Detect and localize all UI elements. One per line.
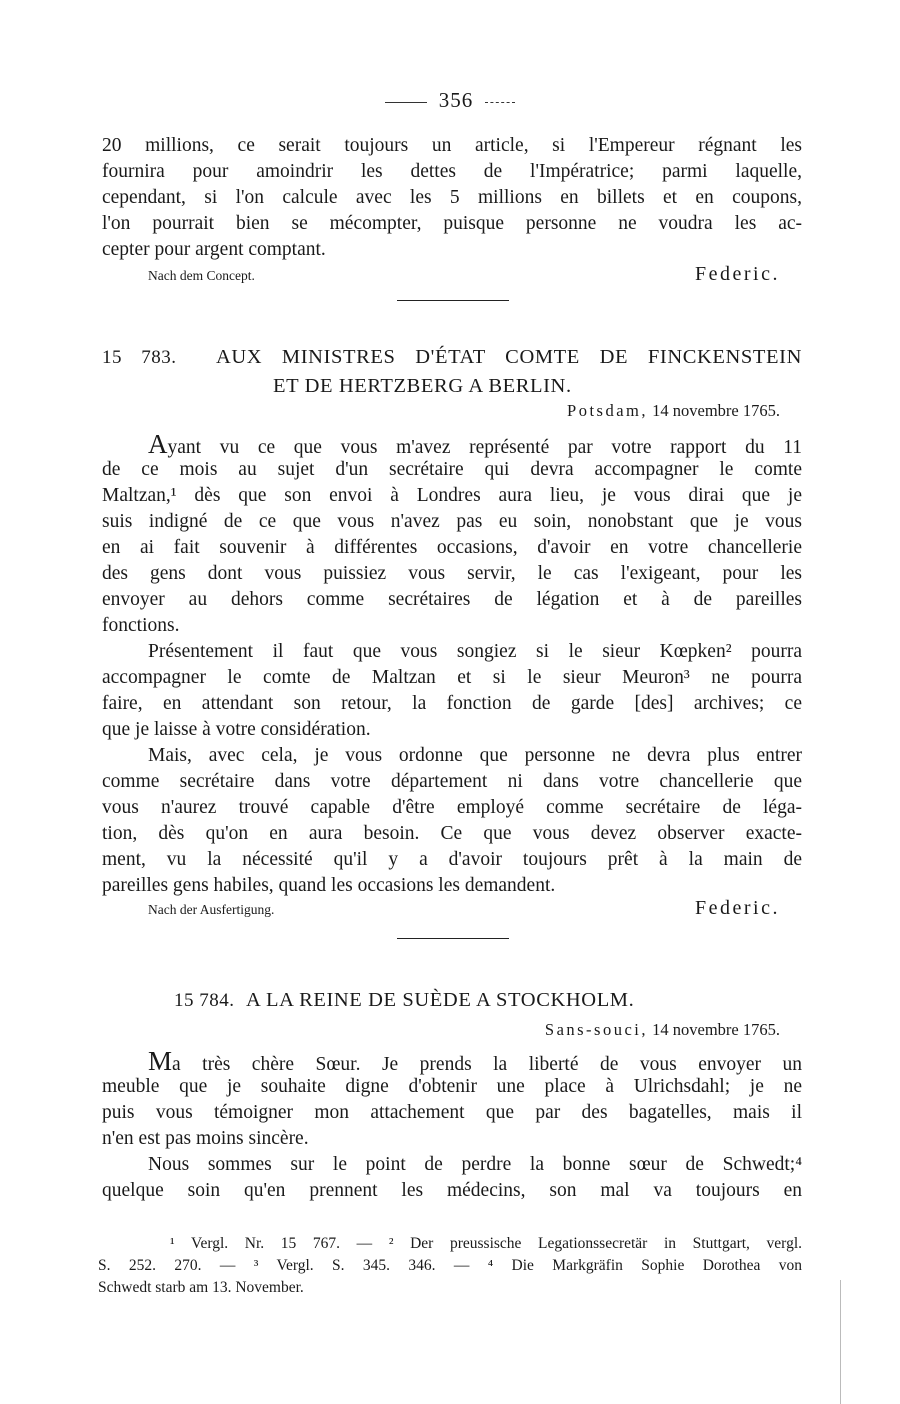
- text-line: quelque soin qu'en prennent les médecins, son mal va toujours en: [102, 1180, 802, 1201]
- text-line: tion, dès qu'on en aura besoin. Ce que vous devez observer exacte-: [102, 823, 802, 844]
- footnote-line: Schwedt starb am 13. November.: [98, 1279, 304, 1296]
- text-line: comme secrétaire dans votre département ni dans votre chancellerie que: [102, 771, 802, 792]
- source-note: Nach der Ausfertigung.: [148, 902, 275, 917]
- text-line: envoyer au dehors comme secrétaires de légation et à de pareilles: [102, 589, 802, 610]
- dateline-place: Sans-souci,: [544, 1020, 649, 1039]
- paragraph-first-line: Ma très chère Sœur. Je prends la liberté de vous envoyer un: [148, 1046, 802, 1076]
- continued-text: [102, 133, 802, 263]
- dateline-date: 14 novembre 1765.: [652, 1020, 780, 1039]
- folio-dash-left: [385, 102, 427, 103]
- text-line: de ce mois au sujet d'un secrétaire qui devra accompagner le comte: [102, 459, 802, 480]
- source-note: Nach dem Concept.: [148, 268, 255, 283]
- footnote-line: ¹ Vergl. Nr. 15 767. — ² Der preussische Legationssecretär in Stuttgart, vergl.: [170, 1235, 802, 1252]
- text-line: ment, vu la nécessité qu'il y a d'avoir toujours prêt à la main de: [102, 849, 802, 870]
- footnotes: [98, 1233, 802, 1299]
- letter-recipient-line1: AUX MINISTRES D'ÉTAT COMTE DE FINCKENSTEIN: [215, 346, 803, 368]
- text-line: 20 millions, ce serait toujours un article, si l'Empereur régnant les: [102, 135, 802, 156]
- text-line: fonctions.: [102, 615, 180, 636]
- signature: Federic.: [695, 897, 780, 919]
- letter-body: [102, 431, 802, 899]
- text-line: des gens dont vous puissiez vous servir, le cas l'exigeant, pour les: [102, 563, 802, 584]
- initial-letter: A: [148, 429, 168, 459]
- letter-recipient-line2: ET DE HERTZBERG A BERLIN.: [273, 375, 572, 397]
- text-line: accompagner le comte de Maltzan et si le sieur Meuron³ ne pourra: [102, 667, 802, 688]
- text-line: puis vous témoigner mon attachement que par des bagatelles, mais il: [102, 1102, 802, 1123]
- text-line: n'en est pas moins sincère.: [102, 1128, 309, 1149]
- text-line: cependant, si l'on calcule avec les 5 millions en billets et en coupons,: [102, 187, 802, 208]
- initial-letter: M: [148, 1046, 173, 1076]
- folio-dash-right: [485, 102, 515, 103]
- dateline: [545, 1020, 780, 1040]
- paragraph-first-line: Ayant vu ce que vous m'avez représenté par votre rapport du 11: [148, 429, 802, 459]
- text-line: Présentement il faut que vous songiez si le sieur Kœpken² pourra: [148, 641, 802, 662]
- text-line: Nous sommes sur le point de perdre la bonne sœur de Schwedt;⁴: [148, 1154, 802, 1175]
- scan-edge-line: [840, 1280, 841, 1404]
- text-line: meuble que je souhaite digne d'obtenir une place à Ulrichsdahl; je ne: [102, 1076, 802, 1097]
- letter-number: 15 784.: [174, 990, 235, 1011]
- dateline-place: Potsdam,: [567, 401, 649, 420]
- letter-recipient: A LA REINE DE SUÈDE A STOCKHOLM.: [245, 989, 635, 1011]
- page-number-header: [0, 88, 900, 113]
- footnote-line: S. 252. 270. — ³ Vergl. S. 345. 346. — ⁴ Die Markgräfin Sophie Dorothea von: [98, 1257, 802, 1274]
- dateline: [567, 401, 780, 421]
- text-line: faire, en attendant son retour, la fonction de garde [des] archives; ce: [102, 693, 802, 714]
- letter-number: 15 783.: [102, 347, 177, 368]
- text-line: l'on pourrait bien se mécompter, puisque personne ne voudra les ac-: [102, 213, 802, 234]
- source-row: [148, 894, 780, 920]
- text-line: pareilles gens habiles, quand les occasions les demandent.: [102, 875, 556, 896]
- text-line: que je laisse à votre considération.: [102, 719, 371, 740]
- section-divider: [397, 938, 509, 939]
- text-line: en ai fait souvenir à différentes occasions, d'avoir en votre chancellerie: [102, 537, 802, 558]
- section-divider: [397, 300, 509, 301]
- letter-heading: [102, 343, 802, 401]
- text-line: Mais, avec cela, je vous ordonne que personne ne devra plus entrer: [148, 745, 802, 766]
- text-line: suis indigné de ce que vous n'avez pas eu soin, nonobstant que je vous: [102, 511, 802, 532]
- signature: Federic.: [695, 263, 780, 285]
- text-line: vous n'aurez trouvé capable d'être employé comme secrétaire de léga-: [102, 797, 802, 818]
- text-line: Maltzan,¹ dès que son envoi à Londres aura lieu, je vous dirai que je: [102, 485, 802, 506]
- source-row: [148, 260, 780, 286]
- text-line: cepter pour argent comptant.: [102, 239, 326, 260]
- dateline-date: 14 novembre 1765.: [652, 401, 780, 420]
- page-number: 356: [438, 88, 474, 112]
- letter-heading: [102, 986, 802, 1015]
- letter-body: [102, 1048, 802, 1204]
- text-line: fournira pour amoindrir les dettes de l'Impératrice; parmi laquelle,: [102, 161, 802, 182]
